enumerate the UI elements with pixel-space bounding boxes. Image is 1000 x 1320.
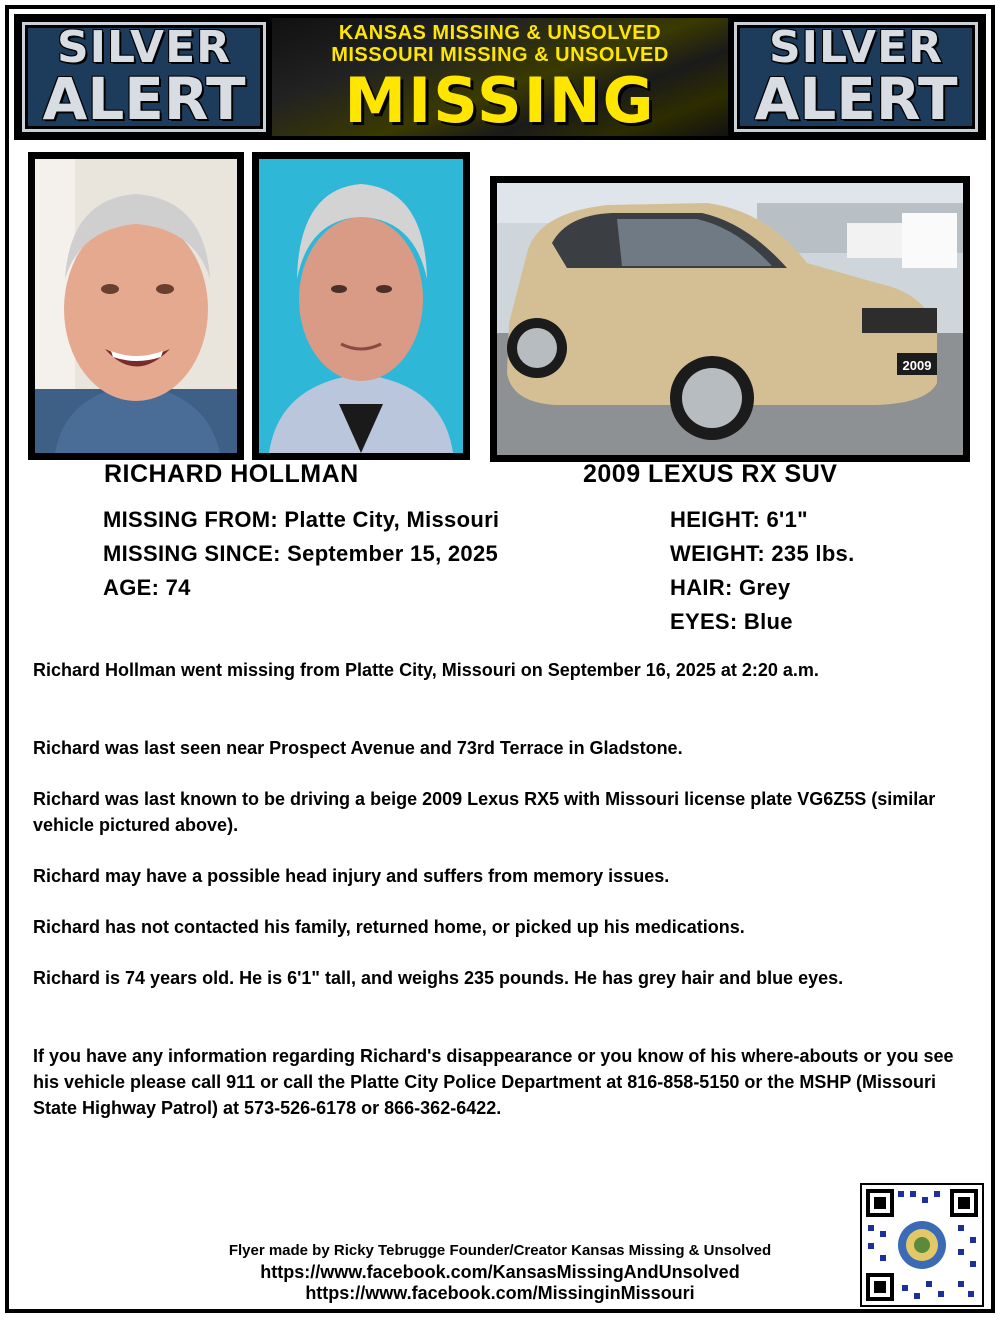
footer-link-kansas[interactable]: https://www.facebook.com/KansasMissingAndUnsolved <box>260 1262 740 1282</box>
missing-banner <box>272 18 728 136</box>
header-bar <box>14 14 986 140</box>
person-photo-1 <box>28 152 244 460</box>
silver-alert-right-line2: ALERT <box>754 65 958 133</box>
footer-credit: Flyer made by Ricky Tebrugge Founder/Creator Kansas Missing & Unsolved <box>228 1242 772 1259</box>
eyes: EYES: Blue <box>670 609 793 634</box>
vehicle-plate-text: 2009 <box>902 358 932 373</box>
banner-missing-title: MISSING <box>344 64 656 137</box>
banner-kansas-line: KANSAS MISSING & UNSOLVED <box>338 22 662 44</box>
silver-alert-badge-right <box>734 22 978 132</box>
weight: WEIGHT: 235 lbs. <box>670 541 855 566</box>
paragraph-last-seen: Richard was last seen near Prospect Avenue and 73rd Terrace in Gladstone. <box>33 738 683 758</box>
footer-link-missouri[interactable]: https://www.facebook.com/MissinginMissouri <box>305 1283 695 1303</box>
person-photo-2 <box>252 152 470 460</box>
missing-from: MISSING FROM: Platte City, Missouri <box>103 507 500 532</box>
qr-code-icon <box>862 1185 982 1305</box>
paragraph-missing-details: Richard Hollman went missing from Platte City, Missouri on September 16, 2025 at 2:20 a.m. <box>33 660 819 680</box>
height: HEIGHT: 6'1" <box>670 507 808 532</box>
vehicle-photo-image <box>497 183 963 455</box>
person-photo-1-image <box>35 159 237 453</box>
silver-alert-right-line1: SILVER <box>768 22 944 73</box>
person-name: RICHARD HOLLMAN <box>104 460 359 488</box>
vehicle-caption: 2009 LEXUS RX SUV <box>583 460 838 488</box>
missing-since: MISSING SINCE: September 15, 2025 <box>103 541 499 566</box>
paragraph-call-to-action: If you have any information regarding Richard's disappearance or you know of his where-abouts or you see his vehicle please call 911 or call the Platte City Police Department at 816-858-5150 or the MSHP (Missouri State Highway Patrol) at 573-526-6178 or 866-362-6422. <box>33 1046 954 1118</box>
banner-missouri-line: MISSOURI MISSING & UNSOLVED <box>331 44 669 66</box>
hair: HAIR: Grey <box>670 575 791 600</box>
qr-code[interactable] <box>860 1183 984 1307</box>
silver-alert-left-line2: ALERT <box>42 65 246 133</box>
person-photo-2-image <box>259 159 463 453</box>
paragraph-description: Richard is 74 years old. He is 6'1" tall, and weighs 235 pounds. He has grey hair and blue eyes. <box>33 968 844 988</box>
silver-alert-badge-left <box>22 22 266 132</box>
silver-alert-left-line1: SILVER <box>56 22 232 73</box>
age: AGE: 74 <box>103 575 191 600</box>
paragraph-health: Richard may have a possible head injury and suffers from memory issues. <box>33 866 670 886</box>
paragraph-vehicle: Richard was last known to be driving a beige 2009 Lexus RX5 with Missouri license plate VG6Z5S (similar vehicle pictured above). <box>33 789 936 835</box>
vehicle-photo <box>490 176 970 462</box>
paragraph-contact: Richard has not contacted his family, returned home, or picked up his medications. <box>33 917 745 937</box>
